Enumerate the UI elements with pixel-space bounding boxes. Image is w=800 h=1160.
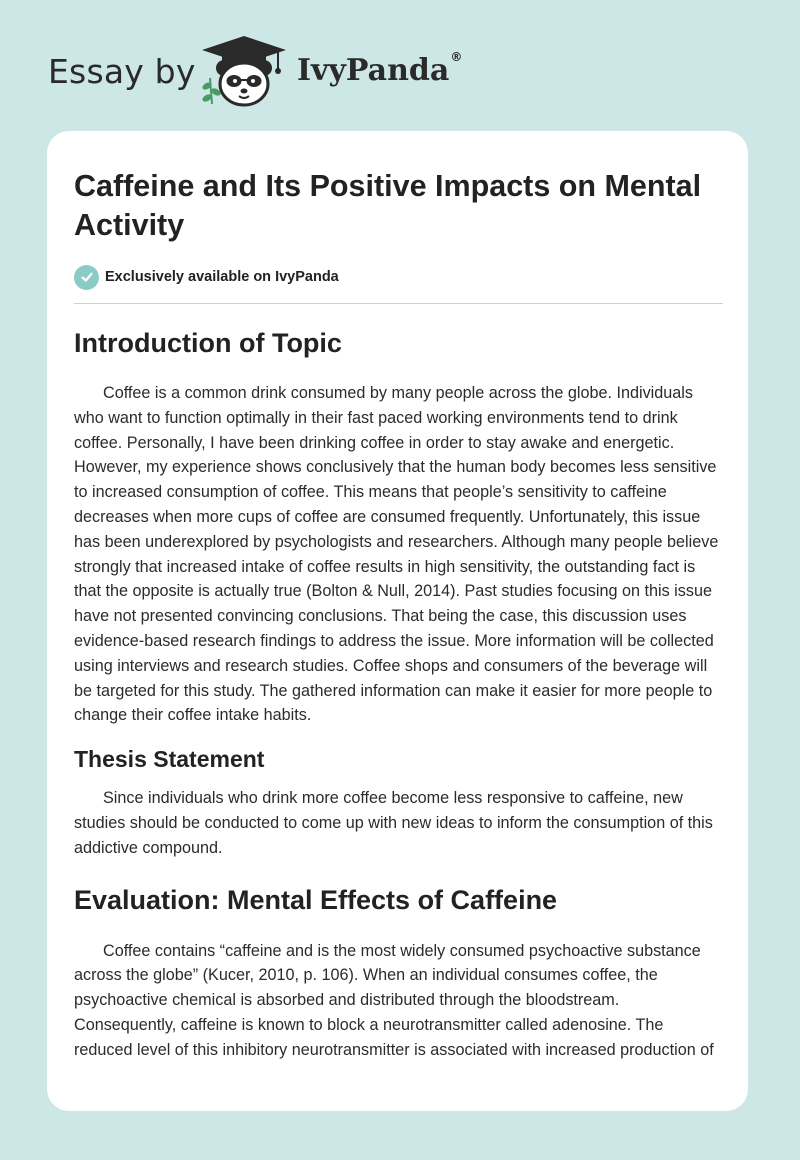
check-circle-icon xyxy=(74,265,99,290)
essay-by-label: Essay by xyxy=(48,52,196,91)
panda-graduation-cap-icon[interactable] xyxy=(198,34,290,110)
divider xyxy=(74,303,723,304)
essay-title: Caffeine and Its Positive Impacts on Mental Activity xyxy=(74,169,702,242)
evaluation-paragraph: Coffee contains “caffeine and is the most widely consumed psychoactive substance across the globe” (Kucer, 2010, p. 106). When an individual consumes coffee, the psychoactive chemical is absorbed and distributed through the bloodstream. Consequently, caffeine is known to block a neurotransmitter called adenosine. The reduced level of this inhibitory neurotransmitter is associated with increased production of xyxy=(74,941,714,1059)
essay-body xyxy=(74,325,726,1063)
brand-name[interactable] xyxy=(297,50,463,88)
exclusive-label: Exclusively available on IvyPanda xyxy=(105,269,339,285)
introduction-paragraph: Coffee is a common drink consumed by many people across the globe. Individuals who want to function optimally in their fast paced working environments tend to drink coffee. Personally, I have been drinking coffee in order to stay awake and energetic. However, my experience shows conclusively that the human body becomes less sensitive to increased consumption of coffee. This means that people’s sensitivity to caffeine decreases when more cups of coffee are consumed frequently. Unfortunately, this issue has been underexplored by psychologists and researchers. Although many people believe strongly that increased intake of coffee results in high sensitivity, the outstanding fact is that the opposite is actually true (Bolton & Null, 2014). Past studies focusing on this issue have not presented convincing conclusions. That being the case, this discussion uses evidence-based research findings to address the issue. More information will be collected using interviews and research studies. Coffee shops and consumers of the beverage will be targeted for this study. The gathered information can make it easier for more people to change their coffee intake habits. xyxy=(74,384,719,725)
section-heading-introduction: Introduction of Topic xyxy=(74,328,342,358)
thesis-paragraph: Since individuals who drink more coffee become less responsive to caffeine, new studies should be conducted to come up with new ideas to inform the consumption of this addictive compound. xyxy=(74,789,713,857)
section-heading-thesis: Thesis Statement xyxy=(74,746,265,773)
exclusive-badge xyxy=(74,264,339,290)
section-heading-evaluation: Evaluation: Mental Effects of Caffeine xyxy=(74,884,558,915)
site-header xyxy=(0,0,800,130)
brand-text: IvyPanda xyxy=(297,53,450,88)
registered-mark: ® xyxy=(450,50,463,64)
essay-card xyxy=(47,131,748,1111)
